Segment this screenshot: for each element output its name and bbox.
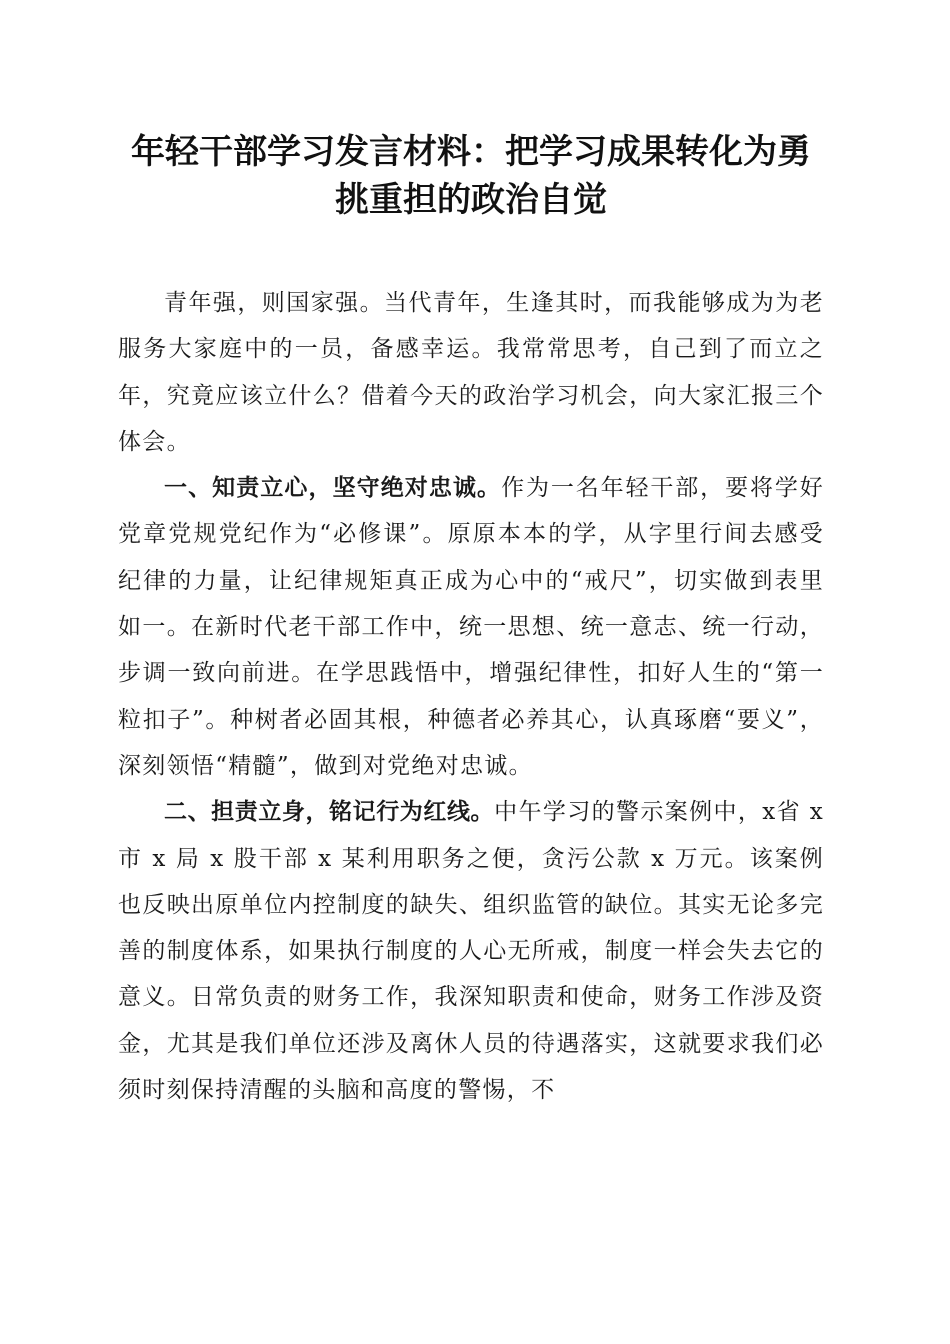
paragraph-section-two	[118, 789, 824, 1113]
section-one-text: 作为一名年轻干部，要将学好党章党规党纪作为“必修课”。原原本本的学，从字里行间去感受纪律的力量，让纪律规矩真正成为心中的“戒尺”，切实做到表里如一。在新时代老干部工作中，统一思想、统一意志、统一行动，步调一致向前进。在学思践悟中，增强纪律性，扣好人生的“第一粒扣子”。种树者必固其根，种德者必养其心，认真琢磨“要义”，深刻领悟“精髓”，做到对党绝对忠诚。	[118, 475, 825, 779]
paragraph-intro	[118, 280, 824, 465]
document-title: 年轻干部学习发言材料：把学习成果转化为勇挑重担的政治自觉	[131, 132, 811, 220]
paragraph-section-one	[118, 465, 824, 789]
paragraph-intro-text: 青年强，则国家强。当代青年，生逢其时，而我能够成为为老服务大家庭中的一员，备感幸运。我常常思考，自己到了而立之年，究竟应该立什么？借着今天的政治学习机会，向大家汇报三个体会。	[118, 290, 824, 455]
section-one-heading: 一、知责立心，坚守绝对忠诚。	[164, 475, 502, 502]
section-two-text: 中午学习的警示案例中，x省 x 市 x 局 x 股干部 x 某利用职务之便，贪污公款 x 万元。该案例也反映出原单位内控制度的缺失、组织监管的缺位。其实无论多完善的制度体系，如果执行制度的人心无所戒，制度一样会失去它的意义。日常负责的财务工作，我深知职责和使命，财务工作涉及资金，尤其是我们单位还涉及离休人员的待遇落实，这就要求我们必须时刻保持清醒的头脑和高度的警惕，不	[118, 799, 824, 1104]
document-body	[118, 280, 824, 1113]
section-two-heading: 二、担责立身，铭记行为红线。	[164, 799, 495, 826]
document-page	[118, 128, 824, 1113]
